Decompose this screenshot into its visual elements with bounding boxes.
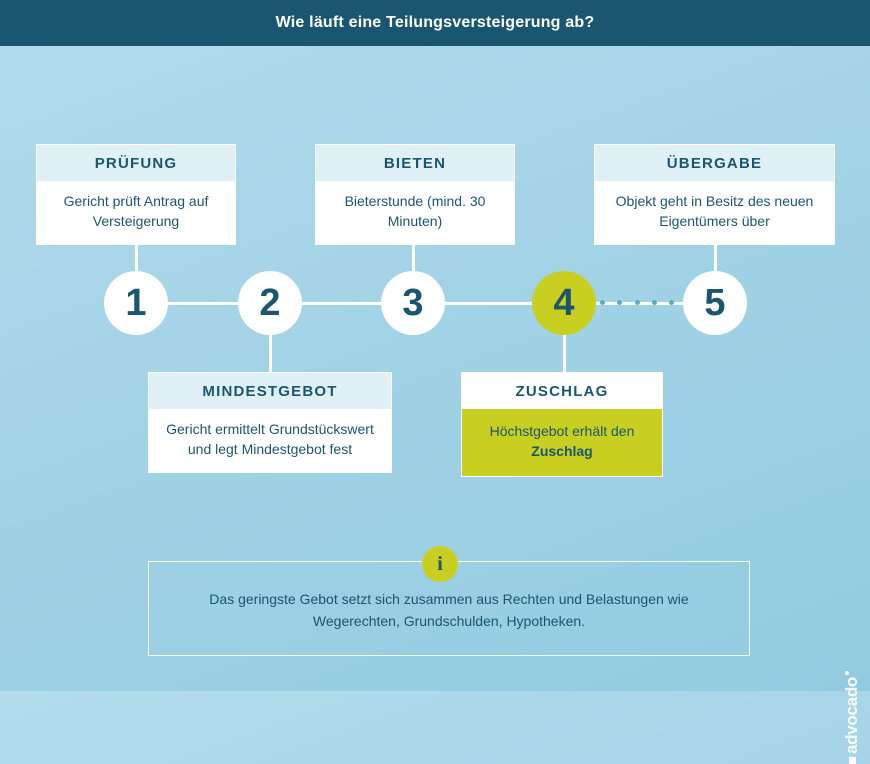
step-circle-2: 2 <box>238 271 302 335</box>
card-zuschlag <box>461 372 663 477</box>
infographic-canvas <box>0 46 870 754</box>
card-uebergabe <box>594 144 835 245</box>
brand-square-icon <box>849 757 856 764</box>
page-title: Wie läuft eine Teilungsversteigerung ab? <box>275 14 595 31</box>
step-circle-5: 5 <box>683 271 747 335</box>
card-pruefung-body: Gericht prüft Antrag auf Versteigerung <box>63 193 209 230</box>
brand-logo <box>842 671 862 764</box>
info-box-text: Das geringste Gebot setzt sich zusammen aus Rechten und Belastungen wie Wegerechten, Grundschulden, Hypotheken. <box>209 591 689 630</box>
step-circle-3: 3 <box>381 271 445 335</box>
card-uebergabe-body: Objekt geht in Besitz des neuen Eigentümers über <box>615 193 814 230</box>
card-pruefung <box>36 144 236 245</box>
card-zuschlag-body-emphasis: Zuschlag <box>531 443 593 460</box>
card-bieten <box>315 144 515 245</box>
step-circle-1: 1 <box>104 271 168 335</box>
card-mindestgebot-body: Gericht ermittelt Grundstückswert und legt Mindestgebot fest <box>166 421 374 458</box>
card-zuschlag-body <box>462 409 662 476</box>
card-bieten-body: Bieterstunde (mind. 30 Minuten) <box>344 193 486 230</box>
card-pruefung-title: PRÜFUNG <box>37 145 235 181</box>
connector-step-4 <box>563 329 566 375</box>
card-mindestgebot <box>148 372 392 473</box>
step-circle-4: 4 <box>532 271 596 335</box>
dot <box>635 300 640 305</box>
card-bieten-title: BIETEN <box>316 145 514 181</box>
dot <box>669 300 674 305</box>
info-icon: i <box>422 546 458 582</box>
card-zuschlag-title: ZUSCHLAG <box>462 373 662 409</box>
dot <box>652 300 657 305</box>
connector-step-2 <box>269 329 272 375</box>
header-bar <box>0 0 870 46</box>
brand-name: advocado <box>842 677 861 754</box>
card-uebergabe-title: ÜBERGABE <box>595 145 834 181</box>
brand-dot-icon <box>845 671 849 675</box>
dot <box>617 300 622 305</box>
timeline-dotted-segment <box>600 298 674 306</box>
card-zuschlag-body-text: Höchstgebot erhält den <box>489 423 635 439</box>
dot <box>600 300 605 305</box>
card-mindestgebot-title: MINDESTGEBOT <box>149 373 391 409</box>
